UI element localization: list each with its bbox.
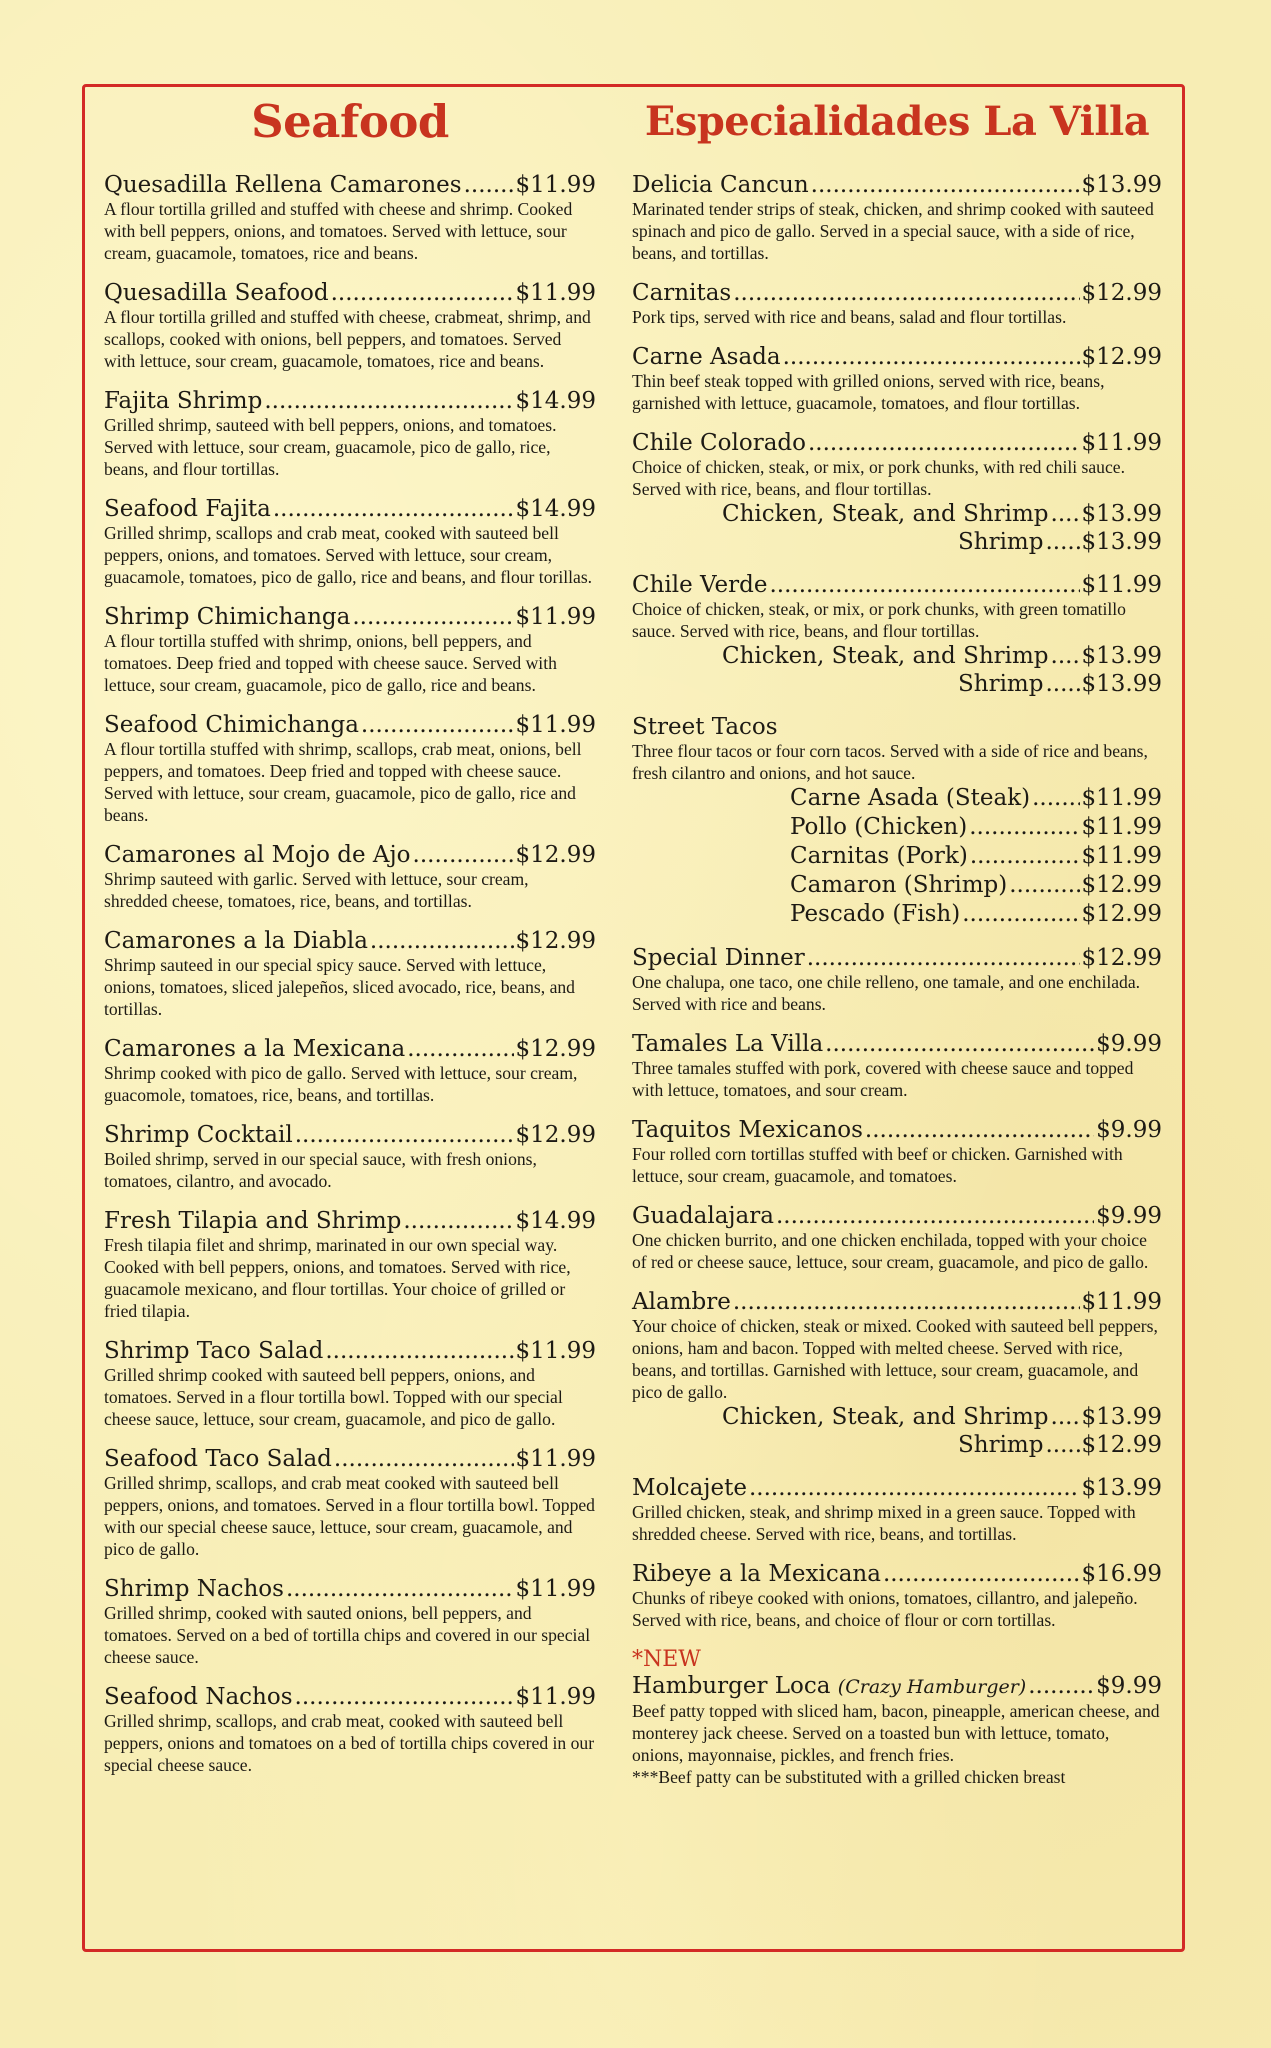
menu-item [104, 1338, 596, 1430]
item-price: $14.99 [515, 1208, 596, 1234]
menu-item-guadalajara [632, 1203, 1162, 1273]
item-price: $12.99 [515, 842, 596, 868]
item-price: $14.99 [515, 496, 596, 522]
item-description: Boiled shrimp, served in our special sauce, with fresh onions, tomatoes, cilantro, and avocado. [104, 1149, 537, 1191]
item-description: Beef patty topped with sliced ham, bacon, pineapple, american cheese, and monterey jack cheese. Served on a toasted bun with lettuce, tomato, onions, mayonnaise, pickles, and french fries. [632, 1701, 1160, 1765]
seafood-column [104, 96, 596, 1792]
item-description: Three tamales stuffed with pork, covered with cheese sauce and topped with lettuce, tomatoes, and sour cream. [632, 1058, 1134, 1100]
item-description: Grilled shrimp, sauteed with bell peppers, onions, and tomatoes. Served with lettuce, sour cream, guacamole, pico de gallo, rice, beans, and flour tortillas. [104, 415, 557, 479]
item-name: Special Dinner [632, 945, 805, 971]
menu-item-street-tacos [632, 714, 1162, 929]
taco-option-row [790, 842, 1162, 871]
item-description: One chicken burrito, and one chicken enchilada, topped with your choice of red or cheese sauce, lettuce, sour cream, guacamole, and pico de gallo. [632, 1230, 1149, 1272]
item-price: $12.99 [515, 1036, 596, 1062]
taco-option-row [790, 871, 1162, 900]
menu-item [104, 388, 596, 480]
item-price: $11.99 [515, 280, 596, 306]
option-row [958, 670, 1162, 698]
menu-item-chile-colorado [632, 430, 1162, 556]
item-name: Seafood Chimichanga [104, 712, 359, 738]
option-name: Shrimp [958, 671, 1044, 697]
item-description: Shrimp cooked with pico de gallo. Served with lettuce, sour cream, guacomole, tomatoes, rice, beans, and tortillas. [104, 1063, 578, 1105]
item-name: Quesadilla Rellena Camarones [104, 172, 462, 198]
item-price: $11.99 [1081, 430, 1162, 456]
option-name: Pollo (Chicken) [790, 814, 968, 840]
item-description: Grilled shrimp, scallops, and crab meat cooked with sauteed bell peppers, onions, and tomatoes. Served in a flour tortilla bowl. Topped with our special cheese sauce, lettuce, sour cream, guacamole, and pico de gallo. [104, 1473, 595, 1559]
item-price: $12.99 [1081, 280, 1162, 306]
item-description: Shrimp sauteed in our special spicy sauce. Served with lettuce, onions, tomatoes, sliced jalepeños, sliced avocado, rice, beans, and tortillas. [104, 955, 575, 1019]
item-alt-name: (Crazy Hamburger) [837, 1676, 1027, 1698]
item-price: $11.99 [515, 1684, 596, 1710]
item-description: Grilled chicken, steak, and shrimp mixed in a green sauce. Topped with shredded cheese. Served with rice, beans, and tortillas. [632, 1502, 1136, 1544]
item-name: Delicia Cancun [632, 172, 809, 198]
item-name: Seafood Taco Salad [104, 1446, 332, 1472]
item-price: $14.99 [515, 388, 596, 414]
item-price: $12.99 [1081, 945, 1162, 971]
item-name: Shrimp Taco Salad [104, 1338, 324, 1364]
seafood-item-list [104, 172, 596, 1776]
option-price: $11.99 [1081, 785, 1162, 811]
menu-item-taquitos [632, 1117, 1162, 1187]
item-price: $9.99 [1096, 1031, 1162, 1057]
menu-item-tamales [632, 1031, 1162, 1101]
item-name: Camarones al Mojo de Ajo [104, 842, 411, 868]
item-name: Camarones a la Mexicana [104, 1036, 406, 1062]
option-price: $11.99 [1081, 814, 1162, 840]
item-name: Tamales La Villa [632, 1031, 824, 1057]
taco-option-row [790, 813, 1162, 842]
menu-item [104, 928, 596, 1020]
menu-item [104, 1208, 596, 1322]
item-price: $9.99 [1096, 1203, 1162, 1229]
option-row [958, 1431, 1162, 1459]
item-price: $13.99 [1081, 1475, 1162, 1501]
item-name: Shrimp Nachos [104, 1576, 284, 1602]
item-name: Alambre [632, 1289, 731, 1315]
option-name: Shrimp [958, 529, 1044, 555]
option-name: Carnitas (Pork) [790, 843, 968, 869]
item-name: Molcajete [632, 1475, 747, 1501]
menu-item [104, 1036, 596, 1106]
item-description: A flour tortilla grilled and stuffed with cheese, crabmeat, shrimp, and scallops, cooked with onions, bell peppers, and tomatoes. Served with lettuce, sour cream, guacamole, tomatoes, rice and beans. [104, 307, 591, 371]
substitution-note: ***Beef patty can be substituted with a grilled chicken breast [632, 1767, 1066, 1787]
menu-item [104, 842, 596, 912]
item-description: Marinated tender strips of steak, chicken, and shrimp cooked with sauteed spinach and pico de gallo. Served in a special sauce, with a side of rice, beans, and tortillas. [632, 199, 1154, 263]
menu-item [104, 712, 596, 826]
option-price: $13.99 [1081, 643, 1162, 669]
menu-item-carne-asada [632, 344, 1162, 414]
item-price: $11.99 [515, 712, 596, 738]
item-price: $16.99 [1081, 1561, 1162, 1587]
menu-item-ribeye [632, 1561, 1162, 1631]
menu-item [104, 280, 596, 372]
menu-item [104, 1684, 596, 1776]
menu-item-hamburger-loca [632, 1673, 1162, 1788]
item-price: $12.99 [1081, 344, 1162, 370]
item-description: Shrimp sauteed with garlic. Served with lettuce, sour cream, shredded cheese, tomatoes, rice, beans, and tortillas. [104, 869, 529, 911]
item-name: Camarones a la Diabla [104, 928, 368, 954]
item-description: Choice of chicken, steak, or mix, or pork chunks, with red chili sauce. Served with rice, beans, and flour tortillas. [632, 457, 1125, 499]
option-price: $12.99 [1081, 1432, 1162, 1458]
item-price: $11.99 [1081, 1289, 1162, 1315]
option-price: $13.99 [1081, 501, 1162, 527]
item-price: $9.99 [1096, 1117, 1162, 1143]
item-description: Grilled shrimp, scallops, and crab meat, cooked with sauteed bell peppers, onions and tomatoes on a bed of tortilla chips covered in our special cheese sauce. [104, 1711, 595, 1775]
item-description: Grilled shrimp cooked with sauteed bell peppers, onions, and tomatoes. Served in a flour tortilla bowl. Topped with our special cheese sauce, lettuce, sour cream, guacamole, and pico de gallo. [104, 1365, 563, 1429]
item-description: Grilled shrimp, scallops and crab meat, cooked with sauteed bell peppers, onions, and tomatoes. Served with lettuce, sour cream, guacamole, tomatoes, pico de gallo, rice and beans, and flour torillas. [104, 523, 593, 587]
option-name: Camaron (Shrimp) [790, 872, 1008, 898]
specialties-column [632, 96, 1162, 1804]
item-name: Chile Colorado [632, 430, 806, 456]
option-row [722, 642, 1162, 670]
item-name: Shrimp Cocktail [104, 1122, 293, 1148]
item-description: One chalupa, one taco, one chile relleno, one tamale, and one enchilada. Served with rice and beans. [632, 972, 1141, 1014]
option-name: Pescado (Fish) [790, 901, 961, 927]
specialties-heading: Especialidades La Villa [644, 98, 1150, 145]
item-name: Carne Asada [632, 344, 781, 370]
option-price: $13.99 [1081, 529, 1162, 555]
item-description: Chunks of ribeye cooked with onions, tomatoes, cillantro, and jalepeño. Served with rice, beans, and choice of flour or corn tortillas. [632, 1588, 1138, 1630]
new-item-label: *NEW [632, 1647, 701, 1672]
option-name: Chicken, Steak, and Shrimp [722, 1404, 1049, 1430]
menu-item [104, 496, 596, 588]
option-price: $12.99 [1081, 872, 1162, 898]
item-description: A flour tortilla stuffed with shrimp, onions, bell peppers, and tomatoes. Deep fried and topped with cheese sauce. Served with lettuce, sour cream, guacamole, pico de gallo, rice and beans. [104, 631, 557, 695]
item-name: Street Tacos [632, 714, 778, 740]
item-price: $9.99 [1096, 1673, 1162, 1699]
menu-item-delicia-cancun [632, 172, 1162, 264]
item-name: Guadalajara [632, 1203, 774, 1229]
item-description: A flour tortilla stuffed with shrimp, scallops, crab meat, onions, bell peppers, and tomatoes. Deep fried and topped with cheese sauce. Served with lettuce, sour cream, guacamole, pico de gallo, rice and beans. [104, 739, 582, 825]
item-price: $12.99 [515, 928, 596, 954]
item-name: Taquitos Mexicanos [632, 1117, 863, 1143]
item-description: Four rolled corn tortillas stuffed with beef or chicken. Garnished with lettuce, sour cream, guacamole, and tomatoes. [632, 1144, 1123, 1186]
seafood-heading: Seafood [251, 95, 449, 148]
menu-item-chile-verde [632, 572, 1162, 698]
option-row [958, 528, 1162, 556]
menu-item [104, 172, 596, 264]
option-name: Shrimp [958, 1432, 1044, 1458]
option-row [722, 1403, 1162, 1431]
street-taco-options [632, 784, 1162, 929]
item-price: $12.99 [515, 1122, 596, 1148]
item-description: Fresh tilapia filet and shrimp, marinated in our own special way. Cooked with bell peppers, onions, and tomatoes. Served with rice, guacamole mexicano, and flour tortillas. Your choice of grilled or fried tilapia. [104, 1235, 571, 1321]
option-name: Chicken, Steak, and Shrimp [722, 501, 1049, 527]
item-price: $11.99 [515, 172, 596, 198]
menu-item [104, 604, 596, 696]
item-description: A flour tortilla grilled and stuffed with cheese and shrimp. Cooked with bell peppers, onions, and tomatoes. Served with lettuce, sour cream, guacamole, tomatoes, rice and beans. [104, 199, 573, 263]
menu-item-molcajete [632, 1475, 1162, 1545]
item-name: Quesadilla Seafood [104, 280, 329, 306]
item-description: Choice of chicken, steak, or mix, or pork chunks, with green tomatillo sauce. Served with rice, beans, and flour tortillas. [632, 599, 1126, 641]
item-name: Shrimp Chimichanga [104, 604, 351, 630]
option-row [722, 500, 1162, 528]
item-name: Chile Verde [632, 572, 768, 598]
item-name: Seafood Nachos [104, 1684, 293, 1710]
item-description: Pork tips, served with rice and beans, salad and flour tortillas. [632, 307, 1067, 327]
menu-item [104, 1122, 596, 1192]
item-name: Fresh Tilapia and Shrimp [104, 1208, 402, 1234]
option-price: $13.99 [1081, 671, 1162, 697]
menu-item [104, 1576, 596, 1668]
taco-option-row [790, 900, 1162, 929]
item-price: $11.99 [515, 604, 596, 630]
item-price: $11.99 [1081, 572, 1162, 598]
item-description: Thin beef steak topped with grilled onions, served with rice, beans, garnished with lettuce, guacamole, tomatoes, and flour tortillas. [632, 371, 1105, 413]
taco-option-row [790, 784, 1162, 813]
option-price: $11.99 [1081, 843, 1162, 869]
item-name: Carnitas [632, 280, 732, 306]
menu-item-special-dinner [632, 945, 1162, 1015]
item-name: Hamburger Loca [632, 1673, 831, 1699]
option-price: $12.99 [1081, 901, 1162, 927]
item-name: Ribeye a la Mexicana [632, 1561, 881, 1587]
menu-item [104, 1446, 596, 1560]
item-description: Your choice of chicken, steak or mixed. Cooked with sauteed bell peppers, onions, ham and bacon. Topped with melted cheese. Served with rice, beans, and tortillas. Garnished with lettuce, sour cream, guacamole, and pico de gallo. [632, 1316, 1158, 1402]
option-name: Chicken, Steak, and Shrimp [722, 643, 1049, 669]
item-description: Grilled shrimp, cooked with sauted onions, bell peppers, and tomatoes. Served on a bed of tortilla chips and covered in our special cheese sauce. [104, 1603, 591, 1667]
item-price: $13.99 [1081, 172, 1162, 198]
item-description: Three flour tacos or four corn tacos. Served with a side of rice and beans, fresh cilantro and onions, and hot sauce. [632, 741, 1148, 783]
item-price: $11.99 [515, 1446, 596, 1472]
item-price: $11.99 [515, 1576, 596, 1602]
option-price: $13.99 [1081, 1404, 1162, 1430]
menu-item-alambre [632, 1289, 1162, 1459]
menu-item-carnitas [632, 280, 1162, 328]
item-name: Fajita Shrimp [104, 388, 263, 414]
item-name: Seafood Fajita [104, 496, 271, 522]
item-price: $11.99 [515, 1338, 596, 1364]
option-name: Carne Asada (Steak) [790, 785, 1031, 811]
